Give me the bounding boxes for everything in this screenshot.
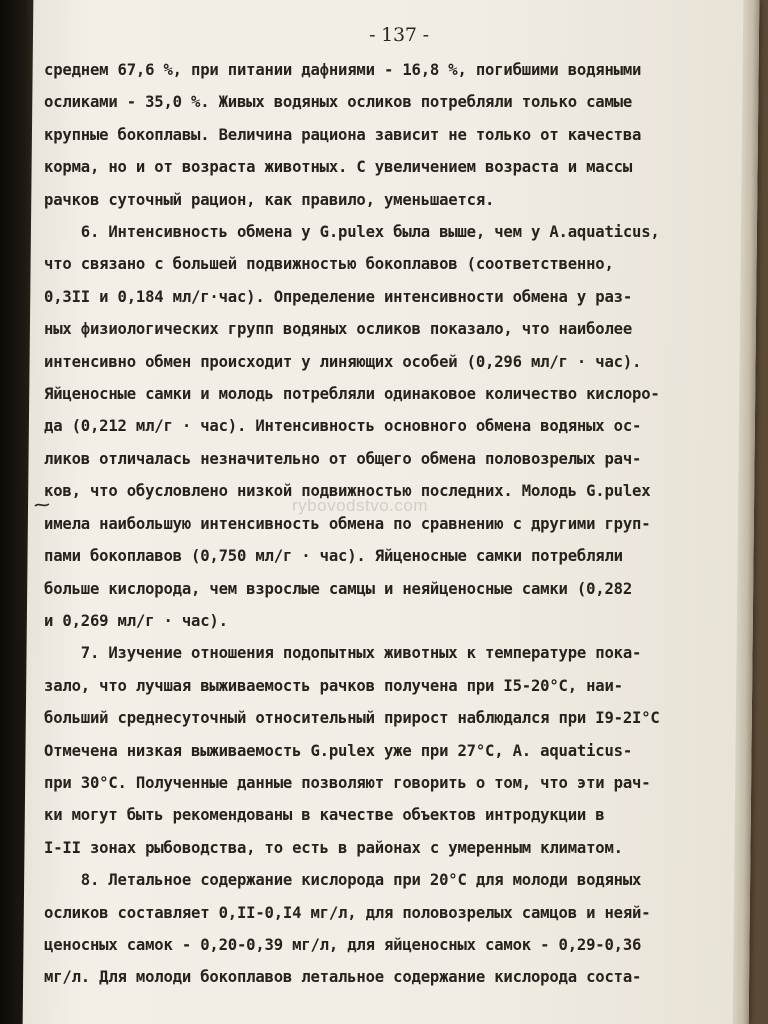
- text-line: больший среднесуточный относительный прирост наблюдался при I9-2I°C: [44, 709, 660, 728]
- text-line: 0,3II и 0,184 мл/г·час). Определение интенсивности обмена у раз-: [44, 287, 633, 306]
- text-line: корма, но и от возраста животных. С увеличением возраста и массы: [44, 158, 633, 177]
- text-line: 8. Летальное содержание кислорода при 20°C для молоди водяных: [44, 871, 642, 890]
- text-line: среднем 67,6 %, при питании дафниями - 16,8 %, погибшими водяными: [44, 61, 642, 79]
- text-line: при 30°C. Полученные данные позволяют говорить о том, что эти рач-: [44, 773, 651, 792]
- text-line: осликов составляет 0,II-0,I4 мг/л, для половозрелых самцов и неяй-: [44, 903, 651, 922]
- text-line: мг/л. Для молоди бокоплавов летальное содержание кислорода соста-: [44, 968, 642, 987]
- text-line: больше кислорода, чем взрослые самцы и неяйценосные самки (0,282: [44, 579, 633, 598]
- text-line: ликов отличалась незначительно от общего обмена половозрелых рач-: [44, 449, 642, 468]
- text-line: пами бокоплавов (0,750 мл/г · час). Яйценосные самки потребляли: [44, 547, 623, 566]
- text-line: ки могут быть рекомендованы в качестве объектов интродукции в: [44, 806, 605, 825]
- text-line: и 0,269 мл/г · час).: [44, 611, 228, 630]
- text-line: что связано с большей подвижностью бокоплавов (соответственно,: [44, 255, 614, 274]
- page-number: - 137 -: [369, 24, 429, 46]
- text-line: 7. Изучение отношения подопытных животных к температуре пока-: [44, 644, 642, 663]
- pen-mark-icon: [34, 498, 50, 512]
- text-line: ных физиологических групп водяных осликов показало, что наиболее: [44, 320, 633, 339]
- text-line: 6. Интенсивность обмена у G.pulex была выше, чем у A.aquaticus,: [44, 223, 660, 242]
- paper-edge: [733, 0, 760, 1024]
- text-line: рачков суточный рацион, как правило, уменьшается.: [44, 190, 495, 209]
- text-line: Яйценосные самки и молодь потребляли одинаковое количество кислоро-: [44, 385, 660, 404]
- text-line: крупные бокоплавы. Величина рациона зависит не только от качества: [44, 125, 642, 144]
- text-line: Отмечена низкая выживаемость G.pulex уже при 27°C, A. aquaticus-: [44, 741, 633, 760]
- text-line: ценосных самок - 0,20-0,39 мг/л, для яйценосных самок - 0,29-0,36: [44, 935, 642, 954]
- text-line: интенсивно обмен происходит у линяющих особей (0,296 мл/г · час).: [44, 352, 642, 371]
- text-line: ков, что обусловлено низкой подвижностью последних. Молодь G.pulex: [44, 482, 651, 501]
- text-line: да (0,212 мл/г · час). Интенсивность основного обмена водяных ос-: [44, 417, 642, 436]
- text-line: I-II зонах рыбоводства, то есть в районах с умеренным климатом.: [44, 838, 623, 857]
- watermark: rybovodstvo.com: [292, 496, 428, 515]
- text-line: имела наибольшую интенсивность обмена по сравнению с другими груп-: [44, 514, 651, 533]
- text-line: осликами - 35,0 %. Живых водяных осликов потребляли только самые: [44, 93, 633, 112]
- text-line: зало, что лучшая выживаемость рачков получена при I5-20°C, наи-: [44, 676, 623, 695]
